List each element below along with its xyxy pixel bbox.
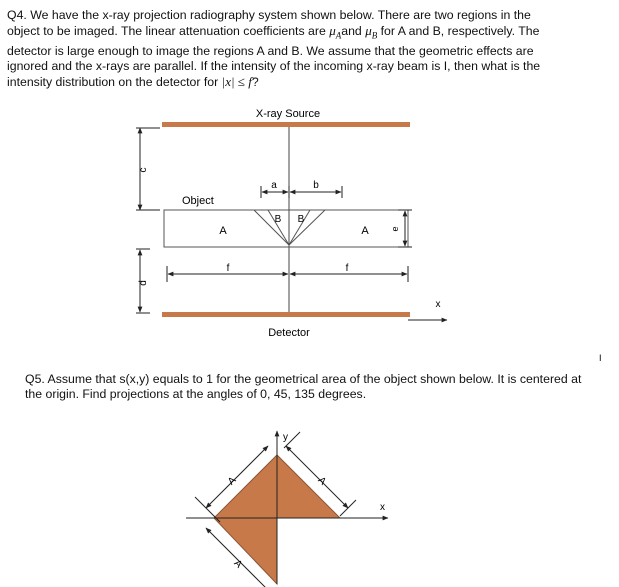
object-shape-diagram bbox=[186, 431, 388, 587]
detector-plate bbox=[162, 312, 410, 317]
q4-condition: |x| ≤ f bbox=[221, 74, 252, 90]
radiography-diagram bbox=[136, 108, 447, 339]
xray-source-plate bbox=[162, 122, 410, 127]
detector-label: Detector bbox=[268, 327, 310, 339]
q5-text: Q5. Assume that s(x,y) equals to 1 for the geometrical area of the object shown below. It is centered at the origin. Find projections at the angles of 0, 45, 135 degrees. bbox=[25, 372, 582, 402]
dimension-d-label: d bbox=[138, 280, 149, 286]
dimension-f-right-label: f bbox=[345, 263, 349, 274]
shape-y-label: y bbox=[283, 432, 288, 443]
shape-x-label: x bbox=[380, 502, 385, 513]
region-b-left-label: B bbox=[274, 214, 282, 225]
mu-b-subscript: B bbox=[371, 30, 378, 41]
dimension-a1-label: A bbox=[225, 474, 239, 488]
region-a-right-label: A bbox=[361, 225, 369, 237]
region-b-right-label: B bbox=[297, 214, 305, 225]
q4-text-end: ? bbox=[251, 75, 259, 90]
question-5 bbox=[25, 372, 585, 402]
q4-text-before: Q4. We have the x-ray projection radiography system shown below. There are two regions in the object to be imaged. The linear attenuation coefficients are bbox=[7, 8, 531, 39]
dimension-a3-label: A bbox=[231, 557, 245, 571]
mu-a-symbol: μ bbox=[329, 23, 336, 39]
dimension-a-label: a bbox=[271, 180, 277, 191]
region-a-left-label: A bbox=[219, 225, 227, 237]
q4-text-mid: for A and B, respectively. The detector is large enough to image the regions A and B. We assume that the geometric effects are ignored and the x-rays are parallel. If the intensity of the incoming x-ray beam is I, then what is the intensity distribution on the detector for bbox=[7, 24, 541, 90]
object-label: Object bbox=[182, 195, 214, 207]
xray-source-label: X-ray Source bbox=[255, 108, 321, 120]
stray-mark: I bbox=[599, 353, 602, 363]
dimension-c-label: c bbox=[138, 167, 149, 173]
dimension-e-label: e bbox=[390, 226, 400, 232]
x-axis-label: x bbox=[435, 299, 441, 310]
dimension-f-left-label: f bbox=[226, 263, 230, 274]
dimension-a2-label: A bbox=[315, 474, 329, 488]
q4-and: and bbox=[341, 24, 366, 39]
mu-b-symbol: μ bbox=[365, 23, 372, 39]
dimension-b-label: b bbox=[313, 180, 319, 191]
mu-a-subscript: A bbox=[335, 30, 342, 41]
